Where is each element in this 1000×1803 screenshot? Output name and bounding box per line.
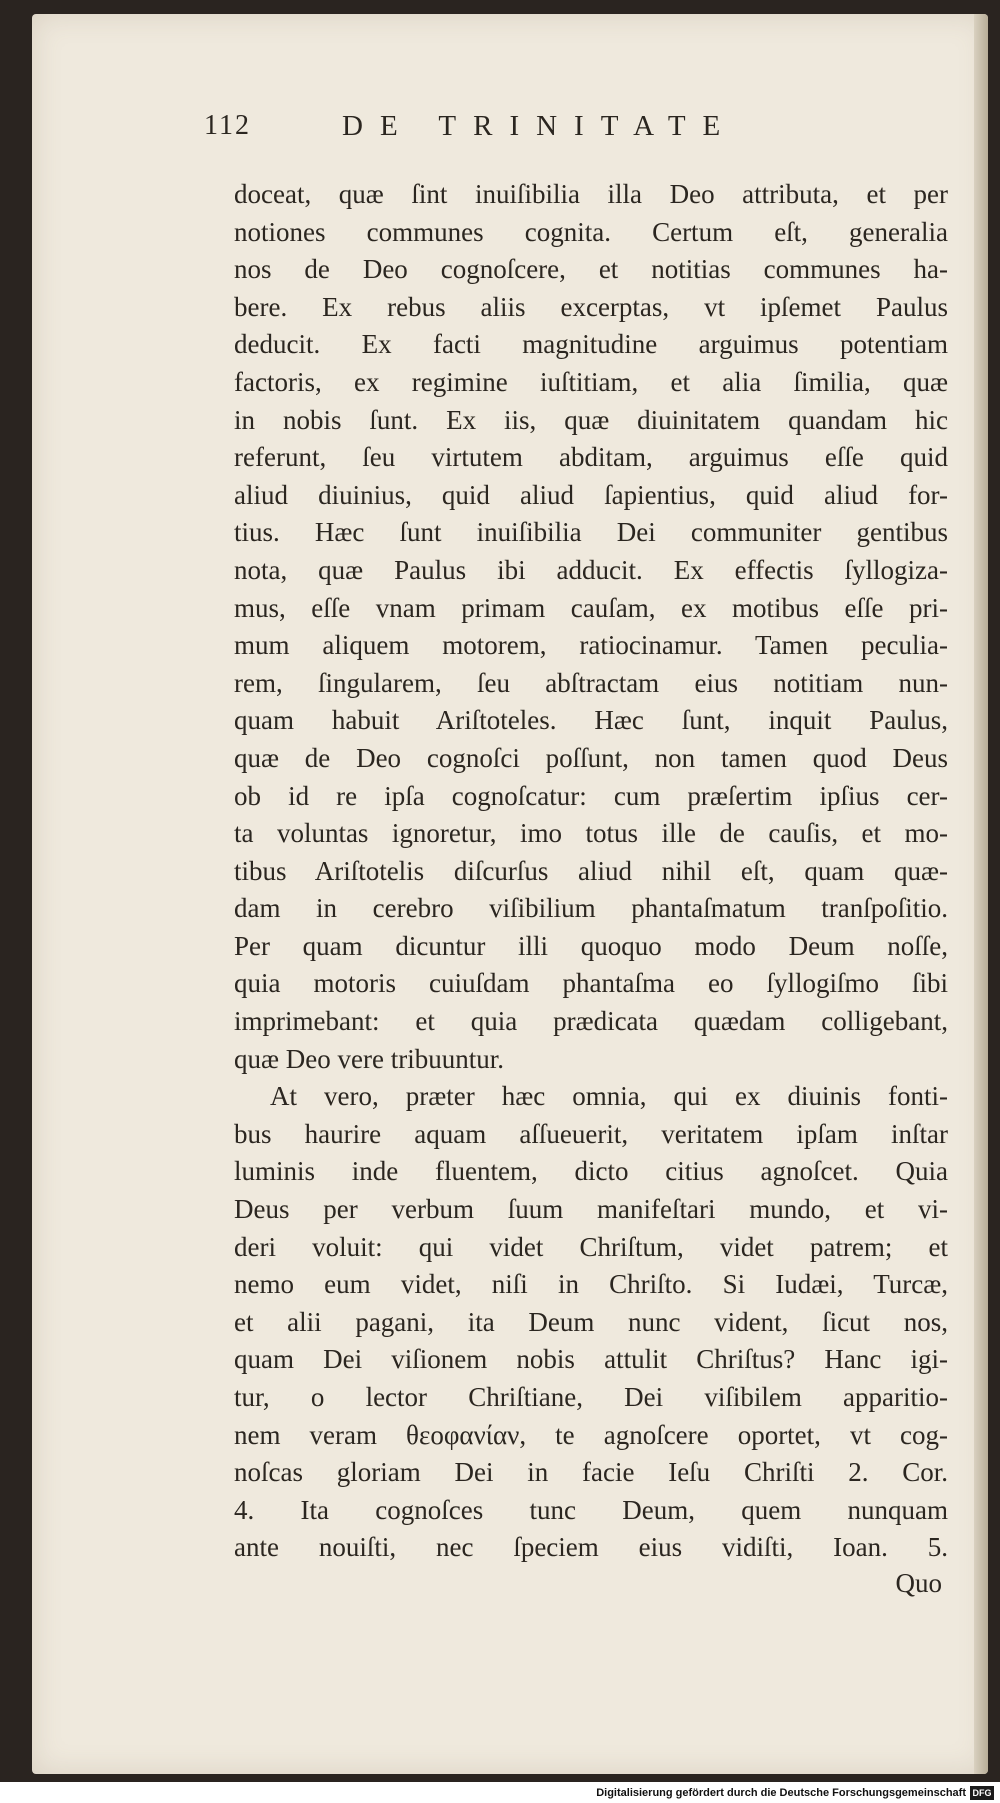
text-line: tibus Ariſtotelis diſcurſus aliud nihil eſt, quam quæ- <box>234 855 948 886</box>
body-text <box>234 176 948 1567</box>
text-line: in nobis ſunt. Ex iis, quæ diuinitatem quandam hic <box>234 404 948 435</box>
catchword: Quo <box>895 1568 942 1598</box>
text-line: nota, quæ Paulus ibi adducit. Ex effectis ſyllogiza- <box>234 554 948 585</box>
text-line: tius. Hæc ſunt inuiſibilia Dei communiter gentibus <box>234 517 948 548</box>
text-line: mum aliquem motorem, ratiocinamur. Tamen peculia- <box>234 630 948 661</box>
text-line: deri voluit: qui videt Chriſtum, videt patrem; et <box>234 1231 948 1262</box>
text-line: At vero, præter hæc omnia, qui ex diuinis fonti- <box>270 1081 948 1112</box>
text-line: doceat, quæ ſint inuiſibilia illa Deo attributa, et per <box>234 179 948 209</box>
text-line: nem veram θεοφανίαν, te agnoſcere oportet, vt cog- <box>234 1419 948 1450</box>
page-edge <box>974 14 988 1774</box>
text-line: bus haurire aquam aſſueuerit, veritatem ipſam inſtar <box>234 1118 948 1149</box>
text-line: aliud diuinius, quid aliud ſapientius, quid aliud for- <box>234 479 948 510</box>
text-line: imprimebant: et quia prædicata quædam colligebant, <box>234 1006 948 1037</box>
text-line: tur, o lector Chriſtiane, Dei viſibilem apparitio- <box>234 1382 948 1412</box>
text-line: quam habuit Ariſtoteles. Hæc ſunt, inquit Paulus, <box>234 705 948 736</box>
page-number: 112 <box>204 110 251 141</box>
text-line: referunt, ſeu virtutem abditam, arguimus eſſe quid <box>234 442 948 473</box>
dfg-logo: DFG <box>970 1786 994 1800</box>
text-line: factoris, ex regimine iuſtitiam, et alia ſimilia, quæ <box>234 366 948 397</box>
text-line: luminis inde fluentem, dicto citius agnoſcet. Quia <box>234 1156 948 1187</box>
running-title: DE TRINITATE <box>342 110 738 142</box>
text-line: dam in cerebro viſibilium phantaſmatum tranſpoſitio. <box>234 893 948 924</box>
text-line: ante nouiſti, nec ſpeciem eius vidiſti, Ioan. 5. <box>234 1532 948 1563</box>
text-line: quam Dei viſionem nobis attulit Chriſtus? Hanc igi- <box>234 1344 948 1375</box>
text-line: mus, eſſe vnam primam cauſam, ex motibus eſſe pri- <box>234 592 948 623</box>
text-line: et alii pagani, ita Deum nunc vident, ſicut nos, <box>234 1306 948 1337</box>
page-header <box>204 110 824 150</box>
text-line: rem, ſingularem, ſeu abſtractam eius notitiam nun- <box>234 667 948 698</box>
text-line: noſcas gloriam Dei in facie Ieſu Chriſti 2. Cor. <box>234 1457 948 1488</box>
text-line: nemo eum videt, niſi in Chriſto. Si Iudæi, Turcæ, <box>234 1269 948 1300</box>
text-line: bere. Ex rebus aliis excerptas, vt ipſemet Paulus <box>234 291 948 322</box>
text-line: deducit. Ex facti magnitudine arguimus potentiam <box>234 329 948 360</box>
text-line: nos de Deo cognoſcere, et notitias communes ha- <box>234 254 948 285</box>
text-line: quæ de Deo cognoſci poſſunt, non tamen quod Deus <box>234 742 948 773</box>
text-line: ta voluntas ignoretur, imo totus ille de cauſis, et mo- <box>234 818 948 849</box>
text-line: notiones communes cognita. Certum eſt, generalia <box>234 216 948 247</box>
funding-notice: Digitalisierung gefördert durch die Deutsche Forschungsgemeinschaft <box>596 1787 966 1799</box>
footer-bar <box>0 1782 1000 1803</box>
text-line: 4. Ita cognoſces tunc Deum, quem nunquam <box>234 1494 948 1525</box>
text-line: Per quam dicuntur illi quoquo modo Deum noſſe, <box>234 930 948 961</box>
text-line: quæ Deo vere tribuuntur. <box>234 1043 504 1074</box>
text-line: quia motoris cuiuſdam phantaſma eo ſyllogiſmo ſibi <box>234 968 948 999</box>
text-line: ob id re ipſa cognoſcatur: cum præſertim ipſius cer- <box>234 780 948 811</box>
text-line: Deus per verbum ſuum manifeſtari mundo, et vi- <box>234 1194 948 1225</box>
